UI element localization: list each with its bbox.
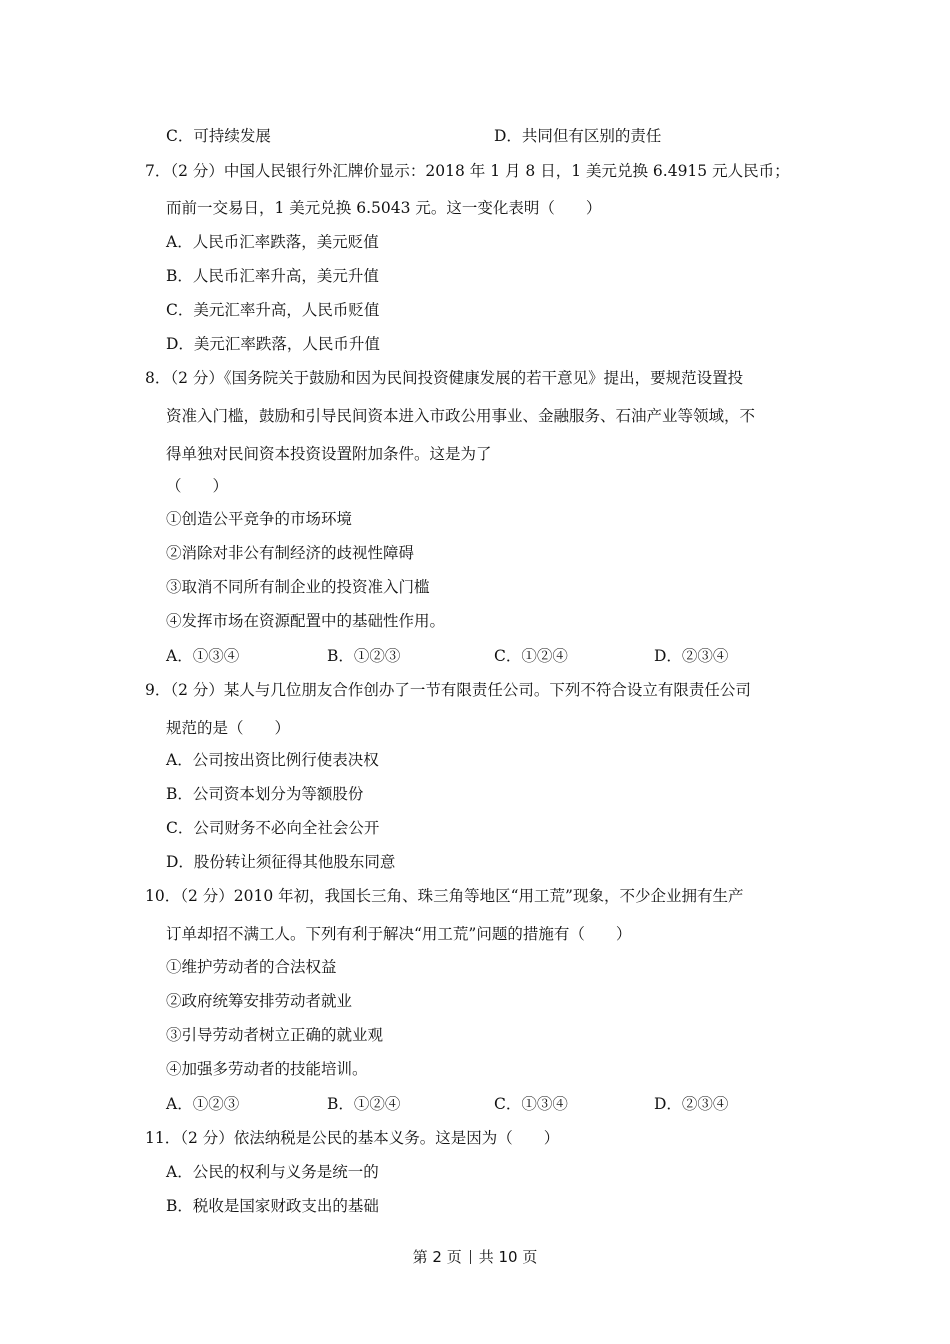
q7-option-b: B．人民币汇率升高，美元升值 <box>166 267 379 285</box>
q11-option-b: B．税收是国家财政支出的基础 <box>166 1197 379 1215</box>
q9-option-b: B．公司资本划分为等额股份 <box>166 785 364 803</box>
q8-item-4: ④发挥市场在资源配置中的基础性作用。 <box>166 612 446 630</box>
q10-option-d: D．②③④ <box>654 1095 729 1113</box>
q10-option-b: B．①②④ <box>327 1095 401 1113</box>
q8-stem-line1: 8．（2 分）《国务院关于鼓励和因为民间投资健康发展的若干意见》提出，要规范设置投 <box>145 369 744 387</box>
q7-stem-line1: 7．（2 分）中国人民银行外汇牌价显示：2018 年 1 月 8 日，1 美元兑换 6.4915 元人民币； <box>145 162 790 180</box>
q9-stem-line1: 9．（2 分）某人与几位朋友合作创办了一节有限责任公司。下列不符合设立有限责任公司 <box>145 681 751 699</box>
q7-option-c: C．美元汇率升高，人民币贬值 <box>166 301 380 319</box>
q7-option-d: D．美元汇率跌落，人民币升值 <box>166 335 380 353</box>
q8-option-a: A．①③④ <box>166 647 240 665</box>
q6-option-d: D．共同但有区别的责任 <box>494 127 662 145</box>
q10-item-1: ①维护劳动者的合法权益 <box>166 958 337 976</box>
q8-option-c: C．①②④ <box>494 647 568 665</box>
q8-option-b: B．①②③ <box>327 647 401 665</box>
q8-option-d: D．②③④ <box>654 647 729 665</box>
q8-stem-line3: 得单独对民间资本投资设置附加条件。这是为了 <box>166 445 492 463</box>
q7-option-a: A．人民币汇率跌落，美元贬值 <box>166 233 379 251</box>
q8-item-3: ③取消不同所有制企业的投资准入门槛 <box>166 578 430 596</box>
q11-stem-line1: 11．（2 分）依法纳税是公民的基本义务。这是因为（ ） <box>145 1129 560 1147</box>
q9-option-d: D．股份转让须征得其他股东同意 <box>166 853 396 871</box>
page-total: 共 10 页 <box>478 1248 538 1266</box>
q7-stem-line2: 而前一交易日，1 美元兑换 6.5043 元。这一变化表明（ ） <box>166 199 602 217</box>
footer-divider <box>470 1250 471 1264</box>
q9-option-a: A．公司按出资比例行使表决权 <box>166 751 379 769</box>
q10-option-a: A．①②③ <box>166 1095 240 1113</box>
q8-answer-bracket: （ ） <box>166 477 229 495</box>
q10-stem-line1: 10．（2 分）2010 年初，我国长三角、珠三角等地区“用工荒”现象，不少企业拥有生产 <box>145 887 744 905</box>
q10-stem-line2: 订单却招不满工人。下列有利于解决“用工荒”问题的措施有（ ） <box>166 925 632 943</box>
q11-option-a: A．公民的权利与义务是统一的 <box>166 1163 379 1181</box>
q10-item-3: ③引导劳动者树立正确的就业观 <box>166 1026 384 1044</box>
q6-option-c: C．可持续发展 <box>166 127 271 145</box>
q9-stem-line2: 规范的是（ ） <box>166 719 291 737</box>
q8-item-2: ②消除对非公有制经济的歧视性障碍 <box>166 544 415 562</box>
page-current: 第 2 页 <box>412 1248 462 1266</box>
q10-option-c: C．①③④ <box>494 1095 568 1113</box>
q8-stem-line2: 资准入门槛，鼓励和引导民间资本进入市政公用事业、金融服务、石油产业等领域，不 <box>166 407 756 425</box>
q10-item-4: ④加强多劳动者的技能培训。 <box>166 1060 368 1078</box>
page-footer <box>0 1246 950 1267</box>
q10-item-2: ②政府统筹安排劳动者就业 <box>166 992 353 1010</box>
q8-item-1: ①创造公平竞争的市场环境 <box>166 510 353 528</box>
q9-option-c: C．公司财务不必向全社会公开 <box>166 819 380 837</box>
